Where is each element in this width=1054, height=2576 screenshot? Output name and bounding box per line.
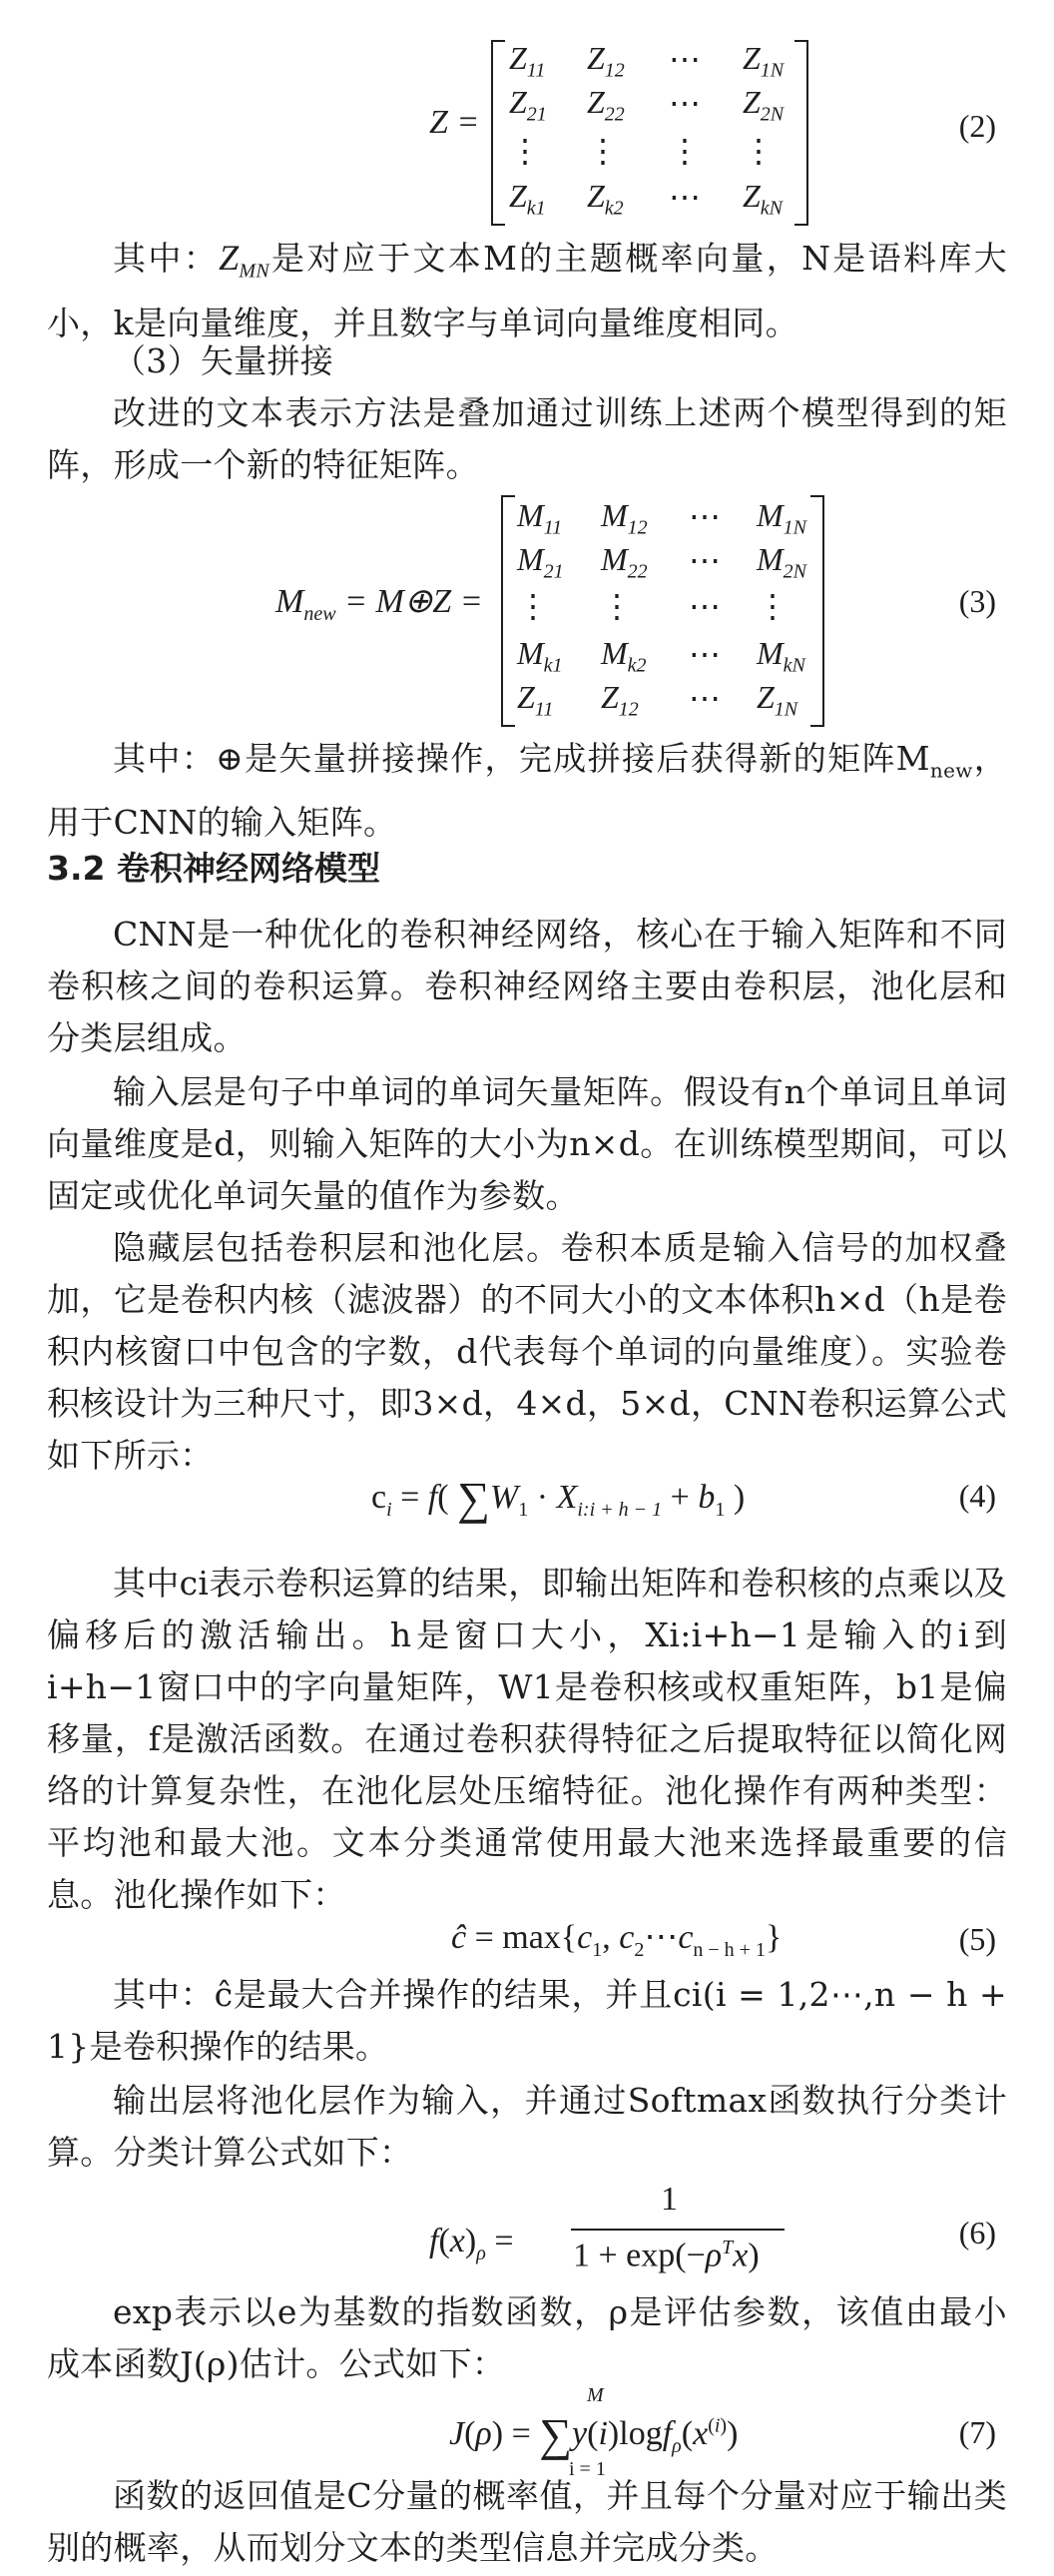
eq2-matrix-cell: ⋮	[509, 133, 541, 169]
section-heading-cnn: 3.2 卷积神经网络模型	[47, 849, 380, 888]
eq2-matrix-cell: $Z_{21}$	[509, 84, 547, 126]
eq3-matrix-cell: $M_{1N}$	[757, 497, 806, 539]
eq3-matrix-cell: $M_{kN}$	[757, 635, 805, 677]
eq4-number: (4)	[958, 1478, 996, 1514]
eq2-matrix-cell: $Z_{k2}$	[587, 178, 624, 220]
eq7-number: (7)	[958, 2414, 996, 2450]
eq3-matrix-cell: $Z_{1N}$	[757, 679, 798, 721]
eq7-sum-top: M	[587, 2384, 604, 2406]
eq7-formula: $J(\rho) = \sum y(i)\log f_\rho(x^{(i)})$	[449, 2409, 739, 2460]
eq2-matrix-cell: ⋮	[743, 133, 775, 169]
para-cnn-intro: CNN是一种优化的卷积神经网络，核心在于输入矩阵和不同卷积核之间的卷积运算。卷积神经网络主要由卷积层，池化层和分类层组成。	[47, 915, 1007, 1057]
eq3-matrix-cell: ⋮	[757, 588, 789, 624]
eq2-matrix-cell: $Z_{11}$	[509, 40, 546, 82]
eq3-matrix-cell: ⋮	[517, 588, 549, 624]
eq2-matrix-cell: $Z_{1N}$	[743, 40, 785, 82]
eq3-matrix-cell: $M_{2N}$	[757, 541, 806, 583]
eq6-number: (6)	[958, 2215, 996, 2251]
eq3-matrix	[501, 495, 824, 727]
eq3-matrix-cell: ⋮	[601, 588, 633, 624]
para-topic-vector: 其中：$Z_{MN}$是对应于文本M的主题概率向量，N是语料库大小，k是向量维度，并且数字与单词向量维度相同。	[47, 238, 1008, 342]
eq2-matrix-cell: ⋯	[669, 41, 701, 77]
para-exp-def: exp表示以e为基数的指数函数，ρ是评估参数，该值由最小成本函数J(ρ)估计。公式如下：	[47, 2292, 1007, 2383]
eq2-matrix-cell: ⋯	[669, 85, 701, 121]
eq2-matrix-cell: $Z_{22}$	[587, 84, 625, 126]
eq2-matrix-cell: $Z_{12}$	[587, 40, 625, 82]
eq5-number: (5)	[958, 1921, 996, 1957]
eq6-lhs: $f(x)_\rho$ =	[429, 2223, 514, 2264]
para-input-layer: 输入层是句子中单词的单词矢量矩阵。假设有n个单词且单词向量维度是d，则输入矩阵的大小为n×d。在训练模型期间，可以固定或优化单词矢量的值作为参数。	[47, 1072, 1007, 1215]
eq3-matrix-cell: $Z_{11}$	[517, 679, 554, 721]
para-concat-op: 其中：⊕是矢量拼接操作，完成拼接后获得新的矩阵$M_{new}$，用于CNN的输入矩阵。	[47, 739, 1007, 842]
eq3-matrix-cell: $M_{12}$	[601, 497, 648, 539]
para-output-layer: 输出层将池化层作为输入，并通过Softmax函数执行分类计算。分类计算公式如下：	[47, 2081, 1007, 2172]
eq3-matrix-cell: ⋯	[689, 542, 721, 578]
eq4-formula: $c_i = f$( $\sum W_1 \cdot X_{i:i + h - 1} + b_1$ )	[371, 1473, 746, 1524]
eq2-matrix-cell: ⋯	[669, 179, 701, 215]
eq3-matrix-cell: ⋯	[689, 498, 721, 534]
eq2-matrix-cell: ⋮	[669, 133, 701, 169]
eq2-matrix	[491, 40, 808, 226]
eq6-denominator: $1 + \exp(-\rho^Tx)$	[573, 2237, 760, 2274]
eq2-matrix-cell: $Z_{2N}$	[743, 84, 785, 126]
eq2-lhs: Z =	[429, 104, 480, 141]
eq3-matrix-cell: $Z_{12}$	[601, 679, 639, 721]
eq2-number: (2)	[958, 108, 996, 144]
eq3-lhs: $M_{new}$ = M⊕Z =	[275, 583, 483, 625]
eq3-matrix-cell: $M_{21}$	[517, 541, 564, 583]
para-hidden-layer: 隐藏层包括卷积层和池化层。卷积本质是输入信号的加权叠加，它是卷积内核（滤波器）的不同大小的文本体积h×d（h是卷积内核窗口中包含的字数，d代表每个单词的向量维度）。实验卷积核设计为三种尺寸，即3×d，4×d，5×d，CNN卷积运算公式如下所示：	[47, 1228, 1007, 1475]
eq3-matrix-cell: $M_{11}$	[517, 497, 563, 539]
eq3-number: (3)	[958, 583, 996, 619]
para-return-value: 函数的返回值是C分量的概率值，并且每个分量对应于输出类别的概率，从而划分文本的类型信息并完成分类。	[47, 2476, 1007, 2567]
subheading-vector-concat: （3）矢量拼接	[113, 341, 334, 380]
eq2-matrix-cell: $Z_{kN}$	[743, 178, 784, 220]
eq3-matrix-cell: $M_{k1}$	[517, 635, 563, 677]
eq6-numerator: 1	[661, 2181, 678, 2218]
para-max-pooling: 其中：ĉ是最大合并操作的结果，并且ci(i = 1,2⋯,n − h + 1}是卷积操作的结果。	[47, 1975, 1007, 2066]
eq3-matrix-cell: ⋯	[689, 636, 721, 672]
para-improved-representation: 改进的文本表示方法是叠加通过训练上述两个模型得到的矩阵，形成一个新的特征矩阵。	[47, 393, 1007, 484]
eq6-fraction-line	[571, 2229, 785, 2231]
eq7-sum-bottom: i = 1	[569, 2458, 606, 2480]
eq3-matrix-cell: $M_{k2}$	[601, 635, 647, 677]
eq2-matrix-cell: $Z_{k1}$	[509, 178, 546, 220]
para-conv-result: 其中ci表示卷积运算的结果，即输出矩阵和卷积核的点乘以及偏移后的激活输出。h是窗口大小，Xi:i+h−1是输入的i到i+h−1窗口中的字向量矩阵，W1是卷积核或权重矩阵，b1是偏移量，f是激活函数。在通过卷积获得特征之后提取特征以简化网络的计算复杂性，在池化层处压缩特征。池化操作有两种类型：平均池和最大池。文本分类通常使用最大池来选择最重要的信息。池化操作如下：	[47, 1564, 1007, 1914]
eq2-matrix-cell: ⋮	[587, 133, 619, 169]
eq5-formula: ĉ = $\max\{c_1$, $c_2\cdots c_{n - h + 1}$}	[451, 1919, 783, 1961]
eq3-matrix-cell: ⋯	[689, 588, 721, 624]
eq3-matrix-cell: ⋯	[689, 680, 721, 716]
eq3-matrix-cell: $M_{22}$	[601, 541, 648, 583]
